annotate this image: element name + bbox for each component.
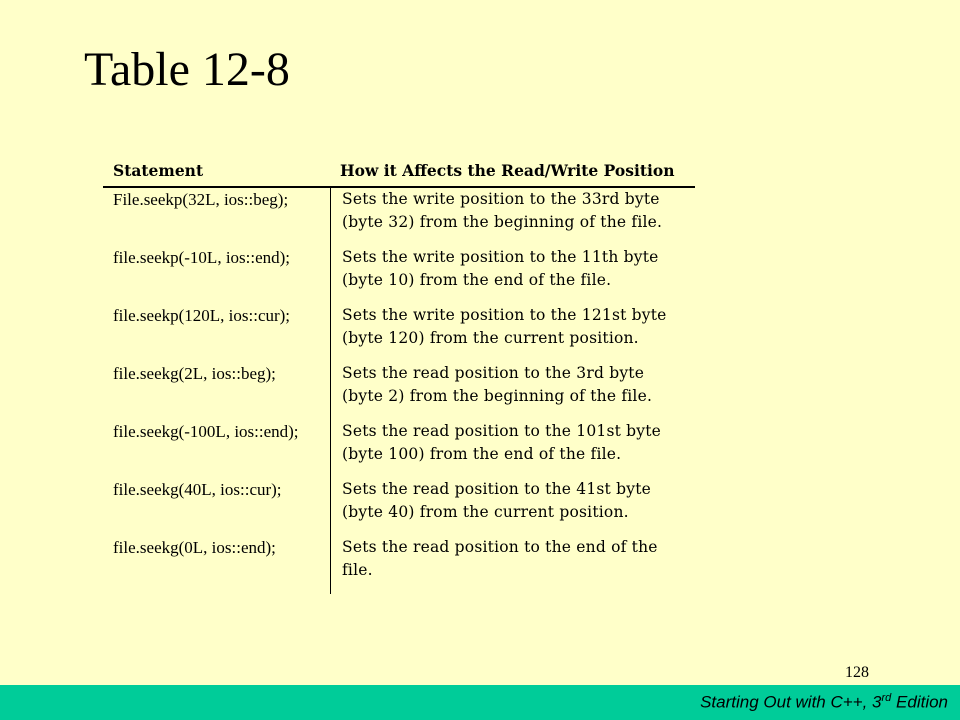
effect-line: Sets the read position to the 41st byte	[342, 480, 651, 498]
footer-book-title	[700, 692, 948, 713]
statement-cell: file.seekp(120L, ios::cur);	[113, 306, 291, 325]
table-header-row	[103, 154, 695, 188]
statement-cell: file.seekg(40L, ios::cur);	[113, 480, 282, 499]
table-row	[103, 420, 695, 478]
table-row	[103, 362, 695, 420]
column-divider	[330, 188, 331, 594]
table-row	[103, 536, 695, 594]
statement-cell: file.seekp(-10L, ios::end);	[113, 248, 291, 267]
effect-line: Sets the read position to the end of the	[342, 538, 658, 556]
effect-cell	[330, 304, 695, 350]
table-row	[103, 304, 695, 362]
statement-cell: File.seekp(32L, ios::beg);	[113, 190, 289, 209]
footer-title-main: Starting Out with C++, 3	[700, 692, 882, 712]
statement-cell: file.seekg(2L, ios::beg);	[113, 364, 276, 383]
statement-cell: file.seekg(-100L, ios::end);	[113, 422, 299, 441]
footer-bar	[0, 685, 960, 720]
footer-title-superscript: rd	[881, 692, 892, 704]
table-body	[103, 188, 695, 594]
effect-line: (byte 10) from the end of the file.	[342, 271, 612, 289]
footer-title-end: Edition	[891, 692, 948, 712]
effect-line: (byte 32) from the beginning of the file.	[342, 213, 663, 231]
effect-line: Sets the write position to the 11th byte	[342, 248, 659, 266]
statement-cell: file.seekg(0L, ios::end);	[113, 538, 276, 557]
effect-cell	[330, 188, 695, 234]
effect-cell	[330, 246, 695, 292]
effect-cell	[330, 478, 695, 524]
effect-line: Sets the read position to the 3rd byte	[342, 364, 645, 382]
header-statement: Statement	[113, 160, 204, 180]
effect-line: Sets the write position to the 121st byte	[342, 306, 667, 324]
table-row	[103, 246, 695, 304]
page-number: 128	[845, 664, 869, 681]
effect-line: (byte 2) from the beginning of the file.	[342, 387, 653, 405]
effect-line: (byte 40) from the current position.	[342, 503, 629, 521]
effect-line: (byte 120) from the current position.	[342, 329, 639, 347]
effect-line: Sets the write position to the 33rd byte	[342, 190, 660, 208]
slide-title: Table 12-8	[84, 43, 290, 96]
effect-cell	[330, 362, 695, 408]
header-effect: How it Affects the Read/Write Position	[340, 160, 675, 180]
effect-line: file.	[342, 561, 373, 579]
effect-line: (byte 100) from the end of the file.	[342, 445, 622, 463]
effect-line: Sets the read position to the 101st byte	[342, 422, 662, 440]
seek-table	[103, 154, 695, 594]
table-row	[103, 188, 695, 246]
effect-cell	[330, 536, 695, 582]
effect-cell	[330, 420, 695, 466]
table-row	[103, 478, 695, 536]
